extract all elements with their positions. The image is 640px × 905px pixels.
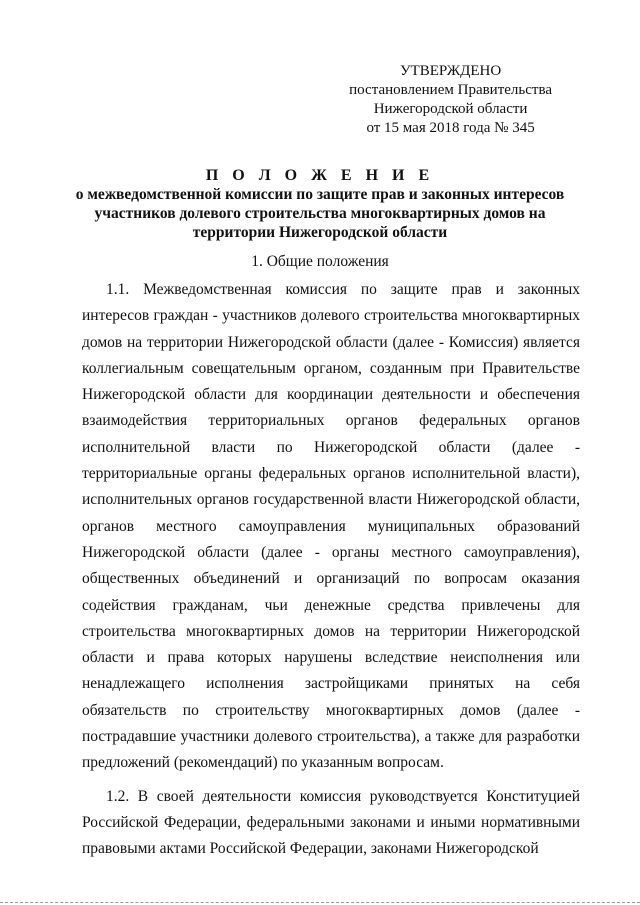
approval-line-region: Нижегородской области bbox=[373, 101, 528, 117]
document-body bbox=[82, 277, 580, 863]
document-title-block bbox=[60, 166, 580, 242]
approval-heading: УТВЕРЖДЕНО bbox=[399, 63, 502, 79]
section-heading: 1. Общие положения bbox=[251, 253, 389, 270]
paragraph-1-1: 1.1. Межведомственная комиссия по защите прав и законных интересов граждан - участников долевого строительства многоквартирных домов на территории Нижегородской области (далее - Комиссия) является коллегиальным совещательным органом, созданным при Правительстве Нижегородской области для координации деятельности и обеспечения взаимодействия территориальных органов федеральных органов исполнительной власти по Нижегородской области (далее - территориальные органы федеральных органов исполнительной власти), исполнительных органов государственной власти Нижегородской области, органов местного самоуправления муниципальных образований Нижегородской области (далее - органы местного самоуправления), общественных объединений и организаций по вопросам оказания содействия гражданам, чьи денежные средства привлечены для строительства многоквартирных домов на территории Нижегородской области и права которых нарушены вследствие неисполнения или ненадлежащего исполнения застройщиками принятых на себя обязательств по строительству многоквартирных домов (далее - пострадавшие участники долевого строительства), а также для разработки предложений (рекомендаций) по указанным вопросам. bbox=[82, 281, 580, 772]
approval-line-date: от 15 мая 2018 года № 345 bbox=[366, 120, 535, 136]
approval-line-resolution: постановлением Правительства bbox=[349, 82, 552, 98]
document-title: П О Л О Ж Е Н И Е bbox=[205, 167, 435, 184]
approval-stamp bbox=[349, 62, 552, 138]
paragraph-1-2: 1.2. В своей деятельности комиссия руководствуется Конституцией Российской Федерации, федеральными законами и иными нормативными правовыми актами Российской Федерации, законами Нижегородской bbox=[82, 787, 580, 858]
document-subtitle-line-2: участников долевого строительства многоквартирных домов на bbox=[94, 205, 546, 222]
scan-edge-line bbox=[0, 902, 640, 904]
document-subtitle-line-3: территории Нижегородской области bbox=[192, 224, 448, 241]
document-subtitle-line-1: о межведомственной комиссии по защите прав и законных интересов bbox=[75, 186, 565, 203]
